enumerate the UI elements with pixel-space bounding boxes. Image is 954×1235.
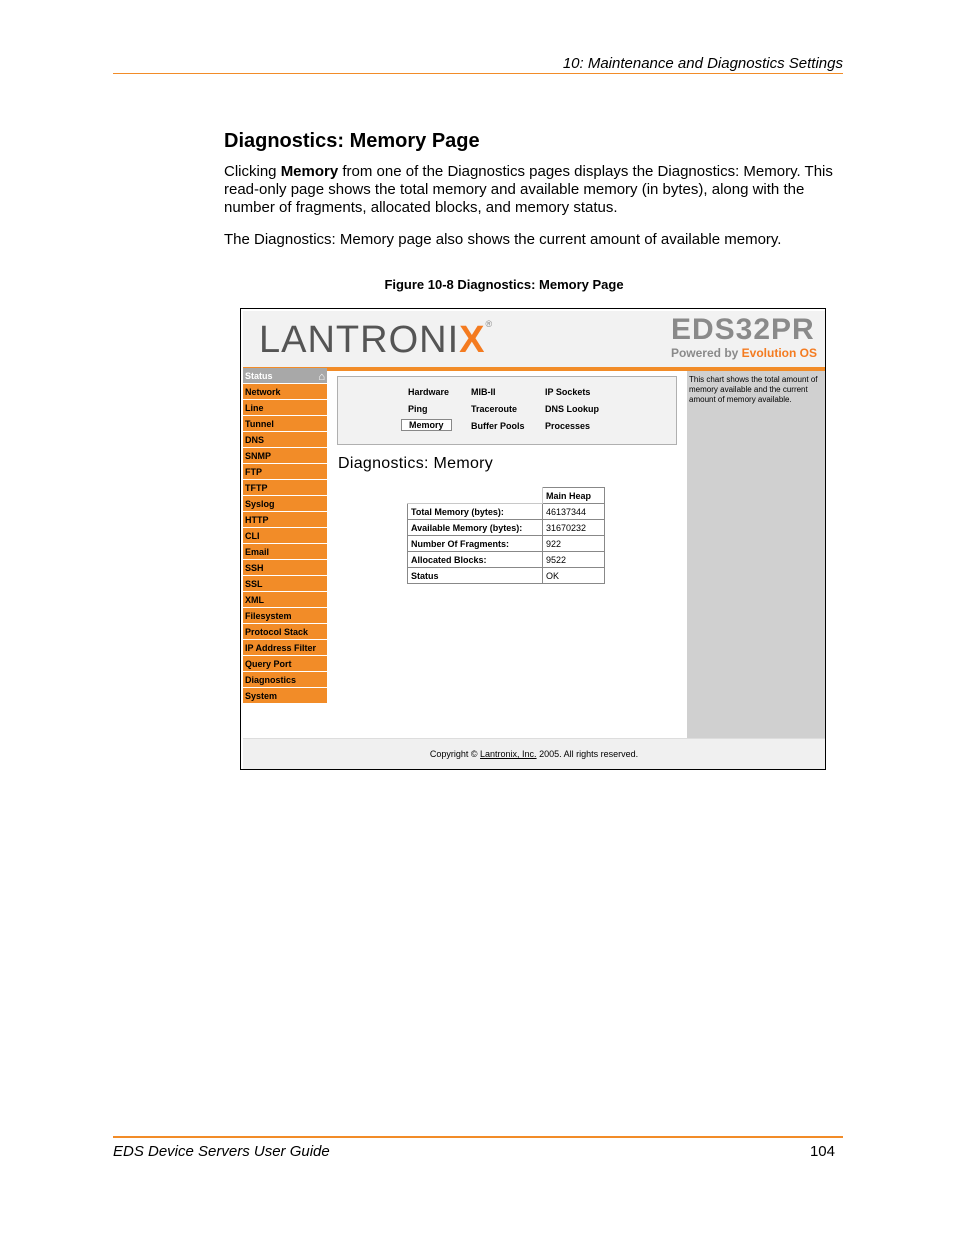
nav-link-memory[interactable]: Memory (401, 419, 452, 431)
sidebar-item-network[interactable]: Network (243, 384, 327, 400)
nav-link-ip-sockets[interactable]: IP Sockets (545, 387, 591, 397)
row-value: 46137344 (543, 504, 605, 520)
content-title: Diagnostics: Memory (338, 455, 494, 472)
copyright-suffix: 2005. All rights reserved. (536, 749, 639, 759)
intro-bold-memory: Memory (280, 163, 339, 180)
sidebar-item-http[interactable]: HTTP (243, 512, 327, 528)
home-icon[interactable]: ⌂ (318, 371, 325, 383)
powered-by-text: Powered by (670, 346, 742, 360)
nav-link-ping[interactable]: Ping (408, 404, 428, 414)
row-label: Total Memory (bytes): (408, 504, 543, 520)
sidebar-item-xml[interactable]: XML (243, 592, 327, 608)
table-row (408, 568, 605, 584)
sidebar-item-syslog[interactable]: Syslog (243, 496, 327, 512)
sidebar-item-protocol-stack[interactable]: Protocol Stack (243, 624, 327, 640)
row-value: 9522 (543, 552, 605, 568)
guide-title: EDS Device Servers User Guide (113, 1143, 330, 1160)
sidebar-item-dns[interactable]: DNS (243, 432, 327, 448)
row-label: Status (408, 568, 543, 584)
sidebar-item-ip-address-filter[interactable]: IP Address Filter (243, 640, 327, 656)
lantronix-link[interactable]: Lantronix, Inc. (480, 749, 537, 759)
nav-link-mib-ii[interactable]: MIB-II (471, 387, 496, 397)
help-text: This chart shows the total amount of memory available and the current amount of memory available. (689, 375, 818, 404)
sidebar-item-tftp[interactable]: TFTP (243, 480, 327, 496)
memory-table (407, 487, 605, 584)
nav-link-traceroute[interactable]: Traceroute (471, 404, 518, 414)
logo-text: LANTRONI (259, 319, 460, 361)
logo-x: X (459, 319, 486, 361)
sidebar-item-tunnel[interactable]: Tunnel (243, 416, 327, 432)
table-row (408, 552, 605, 568)
product-name: EDS32PR (670, 313, 815, 346)
sidebar-item-line[interactable]: Line (243, 400, 327, 416)
screenshot-frame (240, 308, 826, 770)
row-value: 31670232 (543, 520, 605, 536)
column-header-main-heap: Main Heap (543, 488, 605, 504)
page-number: 104 (809, 1143, 835, 1160)
header-rule (113, 73, 843, 74)
table-row (408, 520, 605, 536)
nav-link-hardware[interactable]: Hardware (408, 387, 450, 397)
registered-mark: ® (485, 319, 494, 329)
sidebar-item-ssh[interactable]: SSH (243, 560, 327, 576)
table-corner-cell (408, 488, 543, 504)
sidebar-item-snmp[interactable]: SNMP (243, 448, 327, 464)
row-label: Number Of Fragments: (408, 536, 543, 552)
sidebar-item-diagnostics[interactable]: Diagnostics (243, 672, 327, 688)
sidebar-menu (243, 368, 327, 704)
table-row (408, 504, 605, 520)
nav-link-buffer-pools[interactable]: Buffer Pools (471, 421, 525, 431)
product-badge (671, 314, 817, 360)
footer-rule (113, 1136, 843, 1138)
help-panel (687, 371, 825, 738)
sidebar-item-system[interactable]: System (243, 688, 327, 704)
sidebar-item-cli[interactable]: CLI (243, 528, 327, 544)
os-name: Evolution OS (741, 346, 817, 360)
diagnostics-nav (337, 376, 677, 445)
main-content (327, 371, 687, 738)
row-value: 922 (543, 536, 605, 552)
sidebar-item-status[interactable] (243, 368, 327, 384)
second-paragraph: The Diagnostics: Memory page also shows the current amount of available memory. (224, 231, 782, 248)
sidebar-item-label: Status (245, 371, 273, 381)
lantronix-logo (259, 319, 493, 362)
sidebar-item-ssl[interactable]: SSL (243, 576, 327, 592)
product-tagline (671, 346, 817, 360)
sidebar-item-email[interactable]: Email (243, 544, 327, 560)
nav-link-dns-lookup[interactable]: DNS Lookup (545, 404, 599, 414)
figure-caption: Figure 10-8 Diagnostics: Memory Page (384, 277, 624, 292)
row-value: OK (543, 568, 605, 584)
sidebar-item-filesystem[interactable]: Filesystem (243, 608, 327, 624)
intro-text-a: Clicking (224, 163, 281, 180)
table-row (408, 536, 605, 552)
running-header: 10: Maintenance and Diagnostics Settings (562, 55, 843, 72)
intro-text-b: from one of the Diagnostics pages displays the Diagnostics: Memory. This read-only page shows the total memory and available memory (in bytes), along with the number of fragments, allocated blocks, and memory status. (224, 163, 833, 216)
nav-link-processes[interactable]: Processes (545, 421, 591, 431)
section-title: Diagnostics: Memory Page (224, 130, 480, 152)
row-label: Allocated Blocks: (408, 552, 543, 568)
table-header-row (408, 488, 605, 504)
row-label: Available Memory (bytes): (408, 520, 543, 536)
sidebar-item-query-port[interactable]: Query Port (243, 656, 327, 672)
copyright-prefix: Copyright © (429, 749, 481, 759)
intro-paragraph (224, 163, 844, 217)
web-footer (243, 738, 825, 769)
web-header (243, 311, 825, 367)
sidebar-item-ftp[interactable]: FTP (243, 464, 327, 480)
